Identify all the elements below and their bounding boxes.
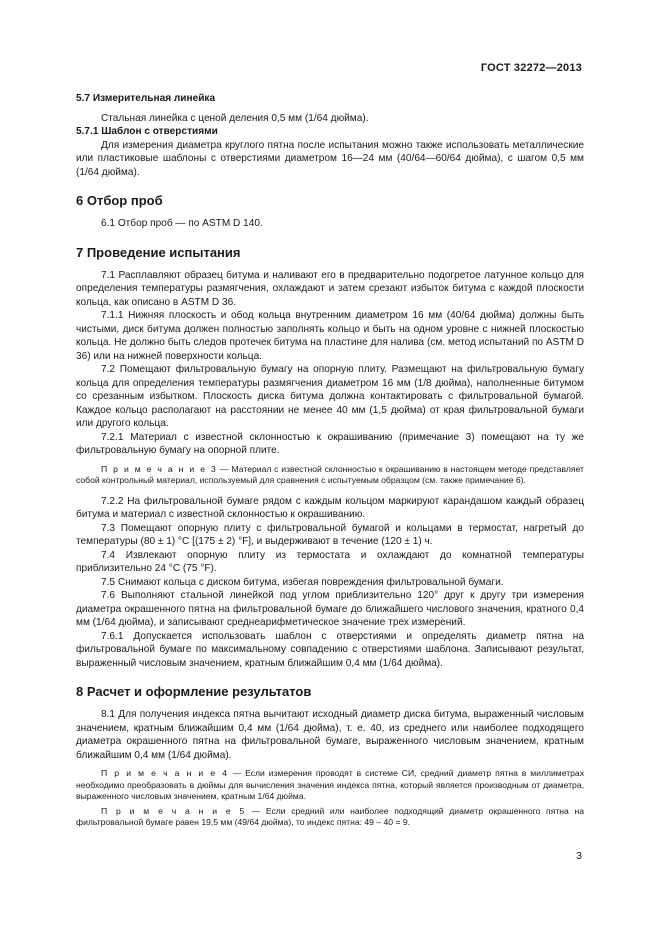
note-4-text: — Если измерения проводят в системе СИ, средний диаметр пятна в миллиметрах необходимо преобразовать в дюймы для вычисления значения индекса пятна, который является производным от диаметра, выраженного числовым значением, кратным 1/64 дюйма. <box>76 768 584 801</box>
paragraph-8-1: 8.1 Для получения индекса пятна вычитают исходный диаметр диска битума, выраженный числовым значением, кратным ближайшим 0,4 мм (1/64 дюйма), т. е. 40, из среднего или наиболее подходящего диаметра окрашенного пятна на фильтровальной бумаге, выраженного числовым значением, кратным ближайшим 0,4 мм (1/64 дюйма). <box>76 709 584 761</box>
note-5 <box>76 806 584 829</box>
note-3-text: — Материал с известной склонностью к окрашиванию в настоящем методе представляет собой контрольный материал, используемый для сравнения с испытуемым образцом (см. также примечание 6). <box>76 463 584 485</box>
main-content <box>76 92 584 829</box>
section-6-1-text: 6.1 Отбор проб — по ASTM D 140. <box>101 218 263 229</box>
paragraph-7-2: 7.2 Помещают фильтровальную бумагу на опорную плиту. Размещают на фильтровальную бумагу кольца для определения температуры размягчения диаметром 16 мм (1/8 дюйма), наполненные битумом со срезанным избытком. Плоскость диска битума должна контактировать с фильтровальной бумагой. Каждое кольцо располагают на расстоянии не менее 40 мм (1,5 дюйма) от края фильтровальной бумаги или другого кольца. <box>76 364 584 429</box>
paragraph-7-2-2: 7.2.2 На фильтровальной бумаге рядом с каждым кольцом маркируют карандашом каждый образец битума и материал с известной склонностью к окрашиванию. <box>76 495 584 520</box>
note-3 <box>76 464 584 487</box>
paragraph-7-4: 7.4 Извлекают опорную плиту из термостата и охлаждают до комнатной температуры приблизительно 24 °C (75 °F). <box>76 549 584 574</box>
section-5-7-1-title: 5.7.1 Шаблон с отверстиями <box>76 126 218 137</box>
section-8-title: 8 Расчет и оформление результатов <box>76 684 312 699</box>
note-3-label: П р и м е ч а н и е 3 <box>101 463 218 474</box>
section-5-7-title: 5.7 Измерительная линейка <box>76 93 216 104</box>
section-6-title: 6 Отбор проб <box>76 193 163 208</box>
section-5-7-text: Стальная линейка с ценой деления 0,5 мм (1/64 дюйма). <box>101 112 369 124</box>
standard-code: ГОСТ 32272—2013 <box>480 62 582 74</box>
section-7-title: 7 Проведение испытания <box>76 244 241 260</box>
paragraph-7-6-1: 7.6.1 Допускается использовать шаблон с отверстиями и определять диаметр пятна на фильтровальной бумаге по максимальному совпадению с отверстиями шаблона. Записывают результат, выраженный числовым значением, кратным ближайшим 0,4 мм (1/64 дюйма). <box>76 630 584 669</box>
section-5-7-1-text: Для измерения диаметра круглого пятна после испытания можно также использовать металлические или пластиковые шаблоны с отверстиями диаметром 16—24 мм (40/64—60/64 дюйма), с шагом 0,5 мм (1/64 дюйма). <box>76 139 584 178</box>
paragraph-7-1-1: 7.1.1 Нижняя плоскость и обод кольца внутренним диаметром 16 мм (40/64 дюйма) должны быть чистыми, диск битума должен полностью заполнять кольцо и быть на одном уровне с нижней плоскостью кольца. Не должно быть следов протечек битума на пластине для налива (см. метод испытаний по ASTM D 36) или на нижней поверхности кольца. <box>76 310 584 362</box>
page-number: 3 <box>576 850 582 862</box>
paragraph-7-5: 7.5 Снимают кольца с диском битума, избегая повреждения фильтровальной бумаги. <box>101 576 504 588</box>
paragraph-7-2-1: 7.2.1 Материал с известной склонностью к окрашиванию (примечание 3) помещают на ту же фильтровальную бумагу на опорной плите. <box>76 431 584 456</box>
paragraph-7-6: 7.6 Выполняют стальной линейкой под углом приблизительно 120° друг к другу три измерения диаметра окрашенного пятна на фильтровальной бумаге до ближайшего числового значения, кратного 0,4 мм (1/64 дюйма), и записывают среднеарифметическое значение трех измерений. <box>76 590 584 628</box>
paragraph-7-3: 7.3 Помещают опорную плиту с фильтровальной бумагой и кольцами в термостат, нагретый до температуры (80 ± 1) °C [(175 ± 2) °F], и выдерживают в течение (120 ± 1) ч. <box>76 522 584 547</box>
note-4-label: П р и м е ч а н и е 4 <box>101 768 229 778</box>
note-5-label: П р и м е ч а н и е 5 <box>101 805 246 816</box>
note-4 <box>76 768 584 803</box>
paragraph-7-1: 7.1 Расплавляют образец битума и наливают его в предварительно подогретое латунное кольцо для определения температуры размягчения, охлаждают и затем срезают избыток битума с каждой плоскости кольца, как описано в ASTM D 36. <box>76 269 584 308</box>
note-5-text: — Если средний или наиболее подходящий диаметр окрашенного пятна на фильтровальной бумаге равен 19,5 мм (49/64 дюйма), то индекс пятна: 49 – 40 = 9. <box>76 805 584 827</box>
